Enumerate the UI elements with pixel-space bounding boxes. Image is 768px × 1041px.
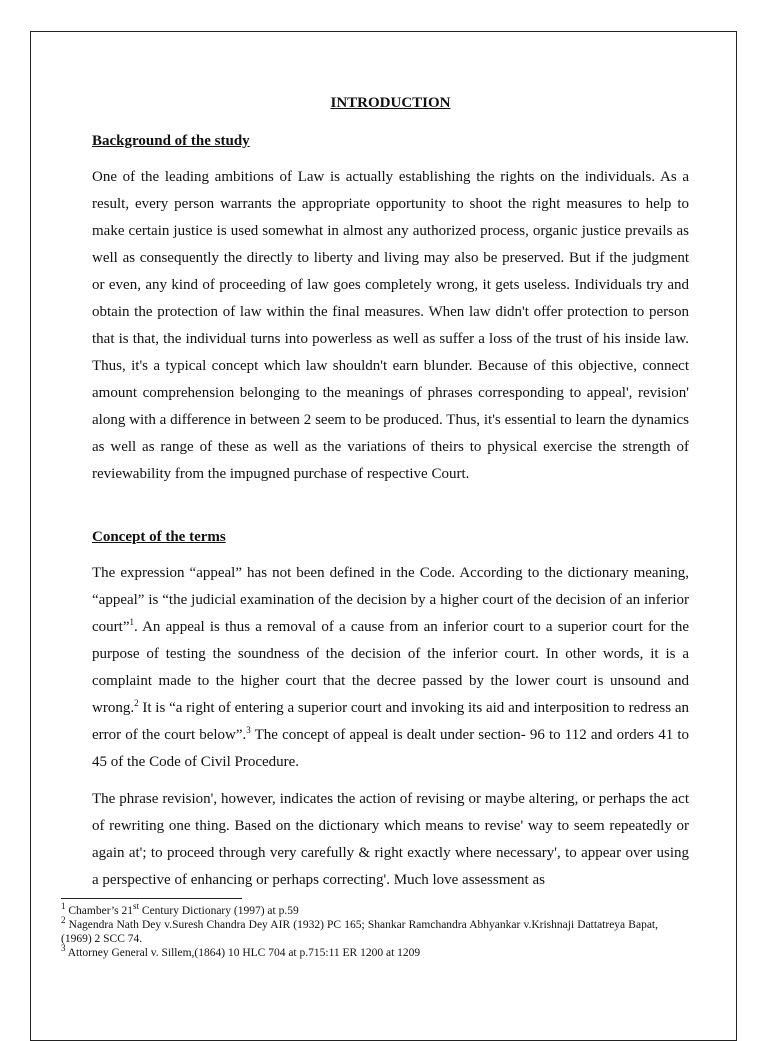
footnote-1 [61,901,658,918]
footnote-2 [61,915,658,946]
footnote-number: 2 [61,915,66,926]
paragraph-text: The concept of appeal is dealt under section- 96 to 112 and orders 41 to 45 of the Code of Civil Procedure. [92,727,689,770]
paragraph-background: One of the leading ambitions of Law is actually establishing the rights on the individuals. As a result, every person warrants the appropriate opportunity to shoot the right measures to help to make certain justice is used somewhat in almost any authorized process, organic justice prevails as well as consequently the directly to liberty and living may also be preserved. But if the judgment or even, any kind of proceeding of law goes completely wrong, it gets useless. Individuals try and obtain the protection of law within the final measures. When law didn't offer protection to person that is that, the individual turns into powerless as well as suffer a loss of the trust of his inside law. Thus, it's a typical concept which law shouldn't earn blunder. Because of this objective, connect amount comprehension belonging to the meanings of phrases corresponding to appeal', revision' along with a difference in between 2 seem to be produced. Thus, it's essential to learn the dynamics as well as range of these as well as the variations of theirs to physical exercise the strength of reviewability from the impugned purchase of respective Court. [92,169,689,482]
paragraph-text: It is “a right of entering a superior court and invoking its aid and interposition to redress an error of the court below”. [92,700,689,743]
footnote-number: 3 [61,943,66,954]
footnote-text: Attorney General v. Sillem,(1864) 10 HLC 704 at p.715:11 ER 1200 at 1209 [65,947,421,959]
footnote-superscript: st [133,901,140,912]
footnote-divider [61,898,242,899]
page-title: INTRODUCTION [330,95,451,111]
footnote-ref-3: 3 [246,725,251,735]
footnote-text: Century Dictionary (1997) at p.59 [139,905,299,917]
footnotes [61,901,658,960]
footnote-ref-2: 2 [134,698,139,708]
section-heading-background: Background of the study [92,133,250,149]
footnote-text: Nagendra Nath Dey v.Suresh Chandra Dey AIR (1932) PC 165; Shankar Ramchandra Abhyankar v.Krishnaji Dattatreya Bapat, (1969) 2 SCC 74. [61,919,658,945]
paragraph-text: . An appeal is thus a removal of a cause from an inferior court to a superior court for the purpose of testing the soundness of the decision of the inferior court. In other words, it is a complaint made to the higher court that the decree passed by the lower court is unsound and wrong. [92,619,689,716]
paragraph-concept-revision: The phrase revision', however, indicates the action of revising or maybe altering, or perhaps the act of rewriting one thing. Based on the dictionary which means to revise' way to seem repeatedly or again at'; to proceed through very carefully & right exactly where necessary', to appear over using a perspective of enhancing or perhaps correcting'. Much love assessment as [92,791,689,888]
paragraph-text: The expression “appeal” has not been defined in the Code. According to the dictionary meaning, “appeal” is “the judicial examination of the decision by a higher court of the decision of an inferior court” [92,565,689,635]
footnote-number: 1 [61,901,66,912]
footnote-text: Chamber’s 21 [65,905,134,917]
document-page [30,31,737,1041]
section-heading-concept: Concept of the terms [92,529,226,545]
footnote-ref-1: 1 [129,617,134,627]
paragraph-concept-appeal [92,560,689,776]
footnote-3 [61,943,658,960]
